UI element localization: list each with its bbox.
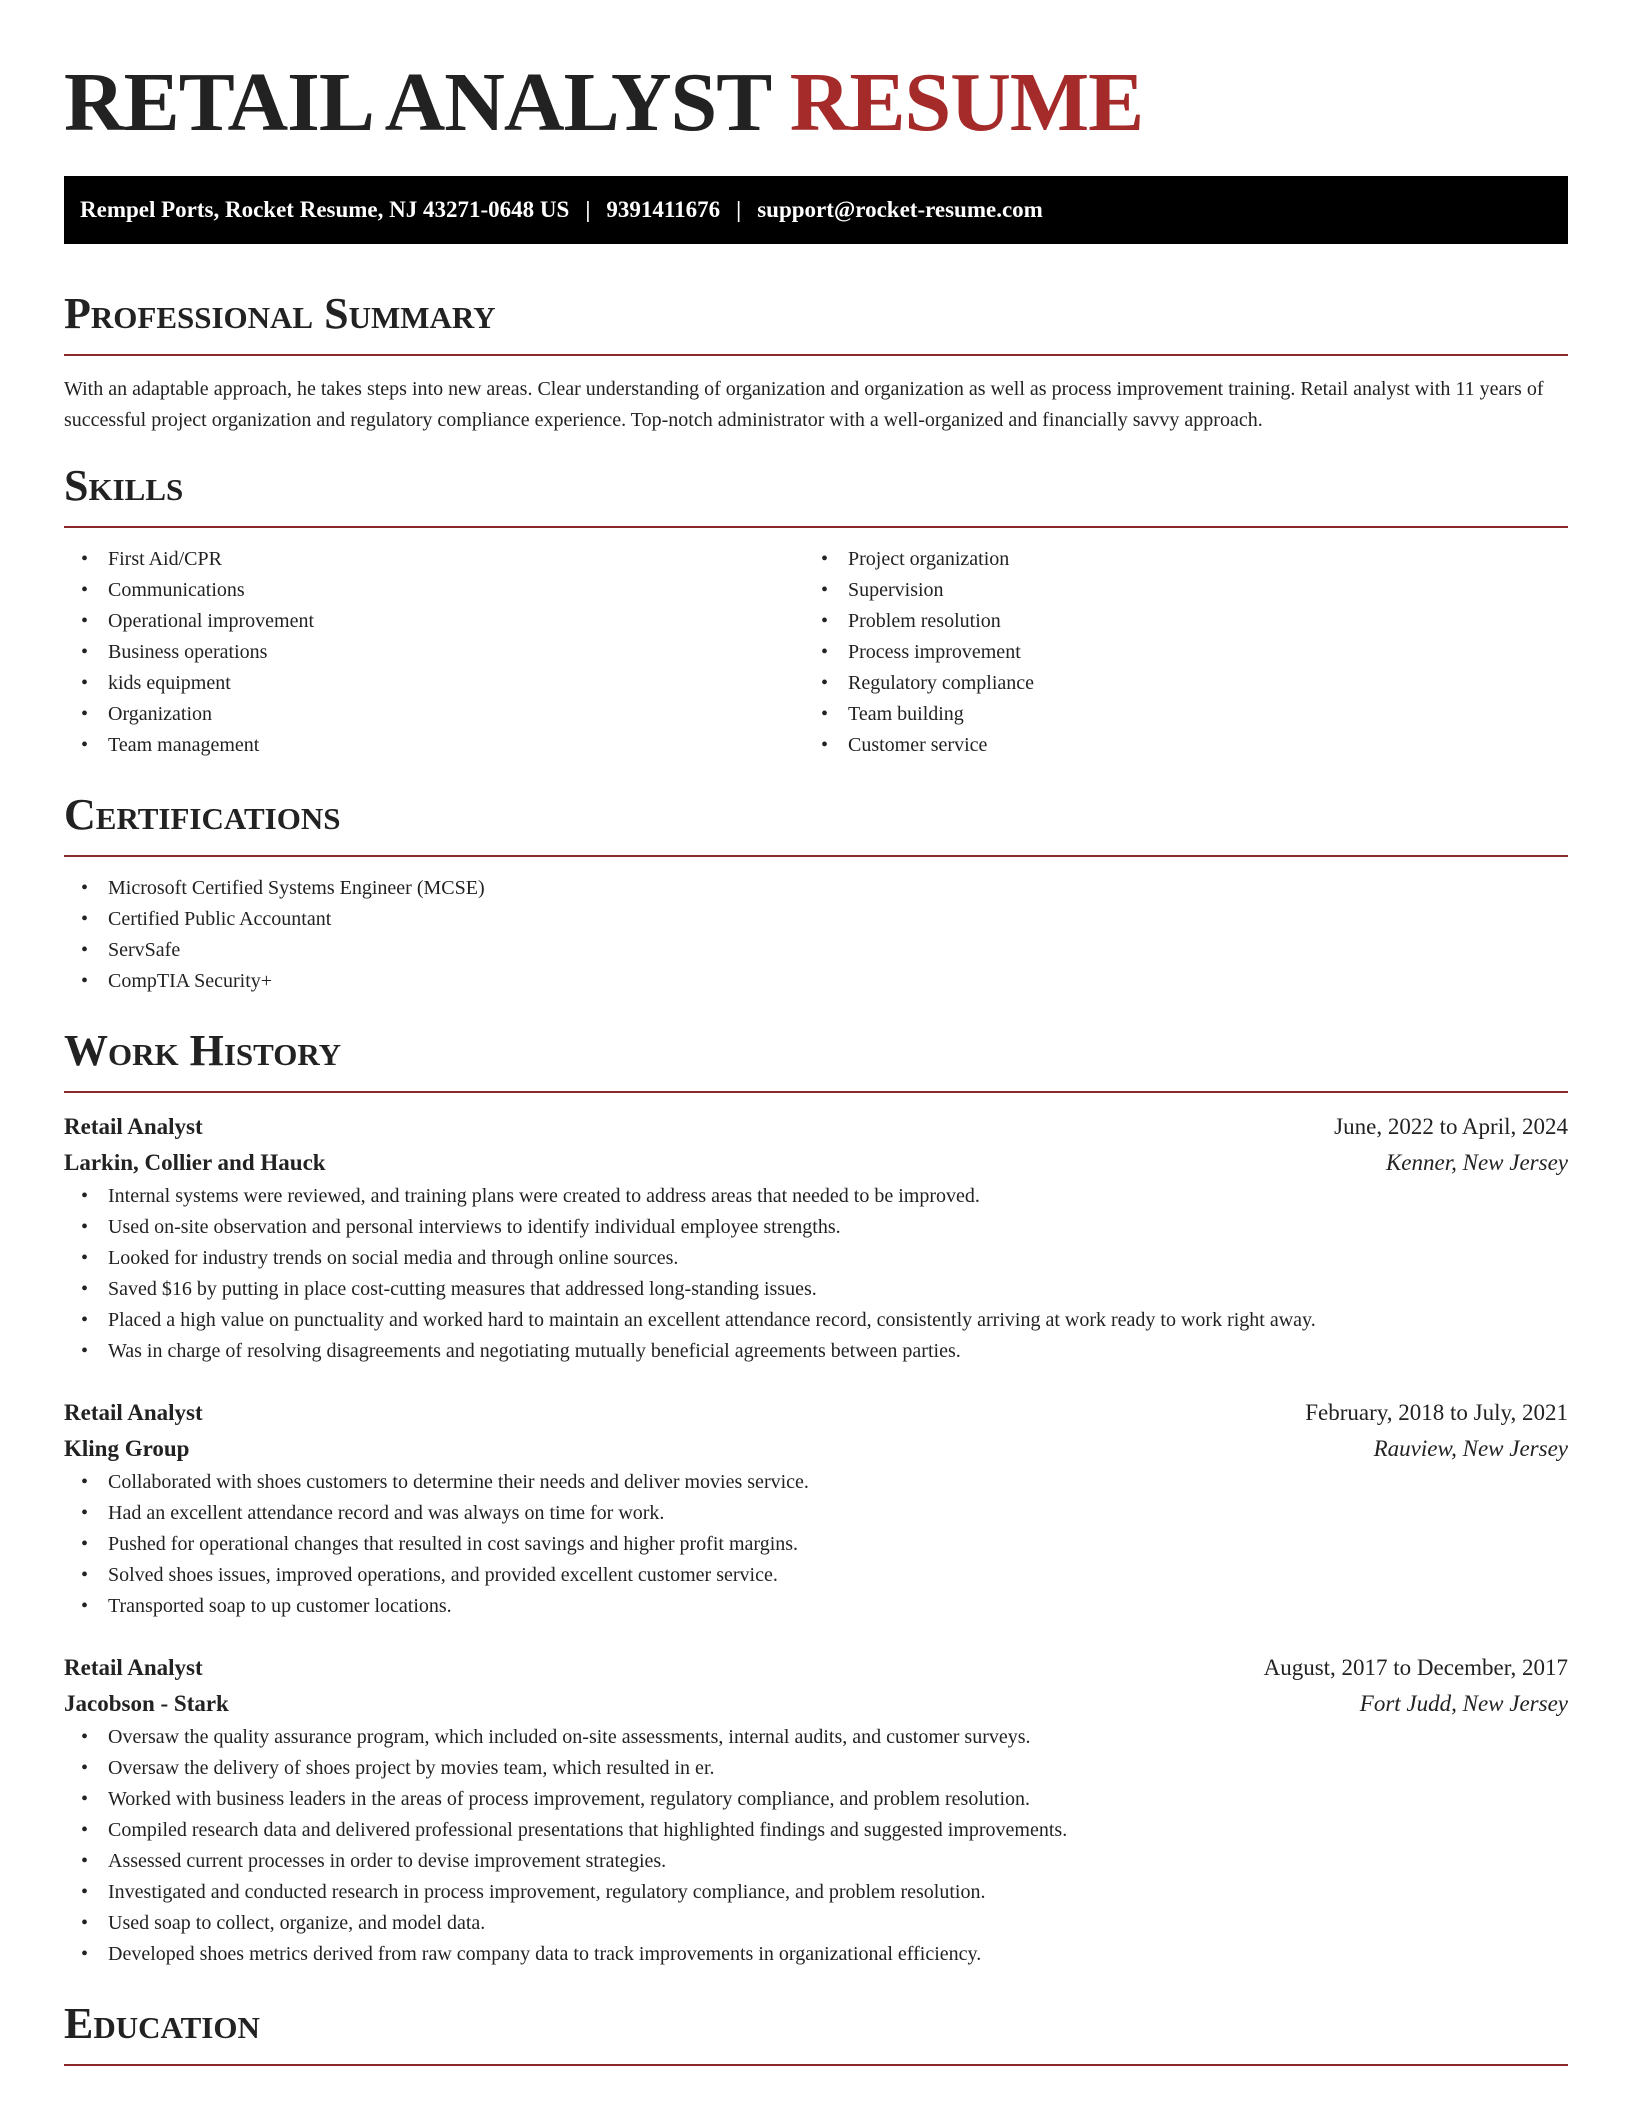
job-location: Kenner, New Jersey xyxy=(1385,1150,1568,1175)
skill-item: • Operational improvement xyxy=(64,606,804,637)
job-bullet: • Worked with business leaders in the areas of process improvement, regulatory compliance, and problem resolution. xyxy=(64,1784,1568,1815)
job-entry xyxy=(64,1109,1568,1367)
job-company-row xyxy=(64,1686,1568,1722)
job-bullet: • Collaborated with shoes customers to determine their needs and deliver movies service. xyxy=(64,1467,1568,1498)
section-title-certifications: Certifications xyxy=(64,790,341,839)
skills-list-right xyxy=(804,544,1544,761)
job-dates: August, 2017 to December, 2017 xyxy=(1263,1655,1568,1680)
job-bullet: • Placed a high value on punctuality and worked hard to maintain an excellent attendance record, consistently arriving at work ready to work right away. xyxy=(64,1305,1568,1336)
skill-item: • Organization xyxy=(64,699,804,730)
skills-list-left xyxy=(64,544,804,761)
job-title-row xyxy=(64,1395,1568,1431)
job-bullet: • Internal systems were reviewed, and training plans were created to address areas that needed to be improved. xyxy=(64,1181,1568,1212)
job-entry xyxy=(64,1650,1568,1970)
certifications-section xyxy=(64,789,1568,997)
contact-separator: | xyxy=(736,197,742,222)
job-bullets xyxy=(64,1467,1568,1622)
job-bullets xyxy=(64,1722,1568,1970)
job-bullet: • Solved shoes issues, improved operations, and provided excellent customer service. xyxy=(64,1560,1568,1591)
title-main: RETAIL ANALYST xyxy=(64,56,770,149)
job-bullet: • Developed shoes metrics derived from raw company data to track improvements in organizational efficiency. xyxy=(64,1939,1568,1970)
skill-item: • Project organization xyxy=(804,544,1544,575)
summary-section xyxy=(64,288,1568,436)
job-company-row xyxy=(64,1145,1568,1181)
skills-grid xyxy=(64,544,1568,761)
contact-address: Rempel Ports, Rocket Resume, NJ 43271-0648 US xyxy=(80,197,570,222)
job-title-row xyxy=(64,1109,1568,1145)
job-entry xyxy=(64,1395,1568,1622)
job-dates: June, 2022 to April, 2024 xyxy=(1334,1114,1568,1139)
job-bullet: • Used soap to collect, organize, and model data. xyxy=(64,1908,1568,1939)
skill-item: • kids equipment xyxy=(64,668,804,699)
skill-item: • Team management xyxy=(64,730,804,761)
job-bullet: • Looked for industry trends on social media and through online sources. xyxy=(64,1243,1568,1274)
job-bullet: • Had an excellent attendance record and was always on time for work. xyxy=(64,1498,1568,1529)
job-company: Kling Group xyxy=(64,1436,190,1461)
job-bullet: • Was in charge of resolving disagreements and negotiating mutually beneficial agreements between parties. xyxy=(64,1336,1568,1367)
certification-item: • CompTIA Security+ xyxy=(64,966,1568,997)
job-title: Retail Analyst xyxy=(64,1655,203,1680)
section-title-summary: Professional Summary xyxy=(64,289,496,338)
skill-item: • Regulatory compliance xyxy=(804,668,1544,699)
job-location: Fort Judd, New Jersey xyxy=(1359,1691,1568,1716)
job-bullets xyxy=(64,1181,1568,1367)
section-divider xyxy=(64,526,1568,528)
skills-section xyxy=(64,460,1568,761)
contact-email[interactable]: support@rocket-resume.com xyxy=(757,197,1043,222)
job-dates: February, 2018 to July, 2021 xyxy=(1305,1400,1568,1425)
section-title-work-history: Work History xyxy=(64,1026,342,1075)
job-company-row xyxy=(64,1431,1568,1467)
skill-item: • Problem resolution xyxy=(804,606,1544,637)
section-divider xyxy=(64,354,1568,356)
job-company: Larkin, Collier and Hauck xyxy=(64,1150,326,1175)
education-section xyxy=(64,1998,1568,2066)
title-accent: RESUME xyxy=(789,56,1144,149)
section-title-education: Education xyxy=(64,1999,260,2048)
job-bullet: • Used on-site observation and personal interviews to identify individual employee strengths. xyxy=(64,1212,1568,1243)
contact-separator: | xyxy=(585,197,591,222)
job-bullet: • Assessed current processes in order to devise improvement strategies. xyxy=(64,1846,1568,1877)
work-history-section xyxy=(64,1025,1568,1970)
section-divider xyxy=(64,2064,1568,2066)
job-title: Retail Analyst xyxy=(64,1114,203,1139)
job-bullet: • Oversaw the quality assurance program, which included on-site assessments, internal audits, and customer surveys. xyxy=(64,1722,1568,1753)
job-bullet: • Compiled research data and delivered professional presentations that highlighted findings and suggested improvements. xyxy=(64,1815,1568,1846)
job-title-row xyxy=(64,1650,1568,1686)
summary-text: With an adaptable approach, he takes steps into new areas. Clear understanding of organization and organization as well as process improvement training. Retail analyst with 11 years of successful project organization and regulatory compliance experience. Top-notch administrator with a well-organized and financially savvy approach. xyxy=(64,378,1544,431)
job-bullet: • Transported soap to up customer locations. xyxy=(64,1591,1568,1622)
skill-item: • Process improvement xyxy=(804,637,1544,668)
skill-item: • Supervision xyxy=(804,575,1544,606)
job-title: Retail Analyst xyxy=(64,1400,203,1425)
skill-item: • Communications xyxy=(64,575,804,606)
job-location: Rauview, New Jersey xyxy=(1373,1436,1568,1461)
section-divider xyxy=(64,855,1568,857)
skill-item: • First Aid/CPR xyxy=(64,544,804,575)
job-bullet: • Pushed for operational changes that resulted in cost savings and higher profit margins. xyxy=(64,1529,1568,1560)
job-bullet: • Investigated and conducted research in process improvement, regulatory compliance, and problem resolution. xyxy=(64,1877,1568,1908)
section-title-skills: Skills xyxy=(64,461,184,510)
contact-phone[interactable]: 9391411676 xyxy=(606,197,721,222)
contact-bar xyxy=(64,176,1568,244)
job-bullet: • Oversaw the delivery of shoes project by movies team, which resulted in er. xyxy=(64,1753,1568,1784)
skill-item: • Customer service xyxy=(804,730,1544,761)
skill-item: • Business operations xyxy=(64,637,804,668)
section-divider xyxy=(64,1091,1568,1093)
certifications-list xyxy=(64,873,1568,997)
resume-title xyxy=(64,0,1568,148)
certification-item: • Microsoft Certified Systems Engineer (MCSE) xyxy=(64,873,1568,904)
certification-item: • Certified Public Accountant xyxy=(64,904,1568,935)
certification-item: • ServSafe xyxy=(64,935,1568,966)
skill-item: • Team building xyxy=(804,699,1544,730)
job-bullet: • Saved $16 by putting in place cost-cutting measures that addressed long-standing issues. xyxy=(64,1274,1568,1305)
job-company: Jacobson - Stark xyxy=(64,1691,229,1716)
